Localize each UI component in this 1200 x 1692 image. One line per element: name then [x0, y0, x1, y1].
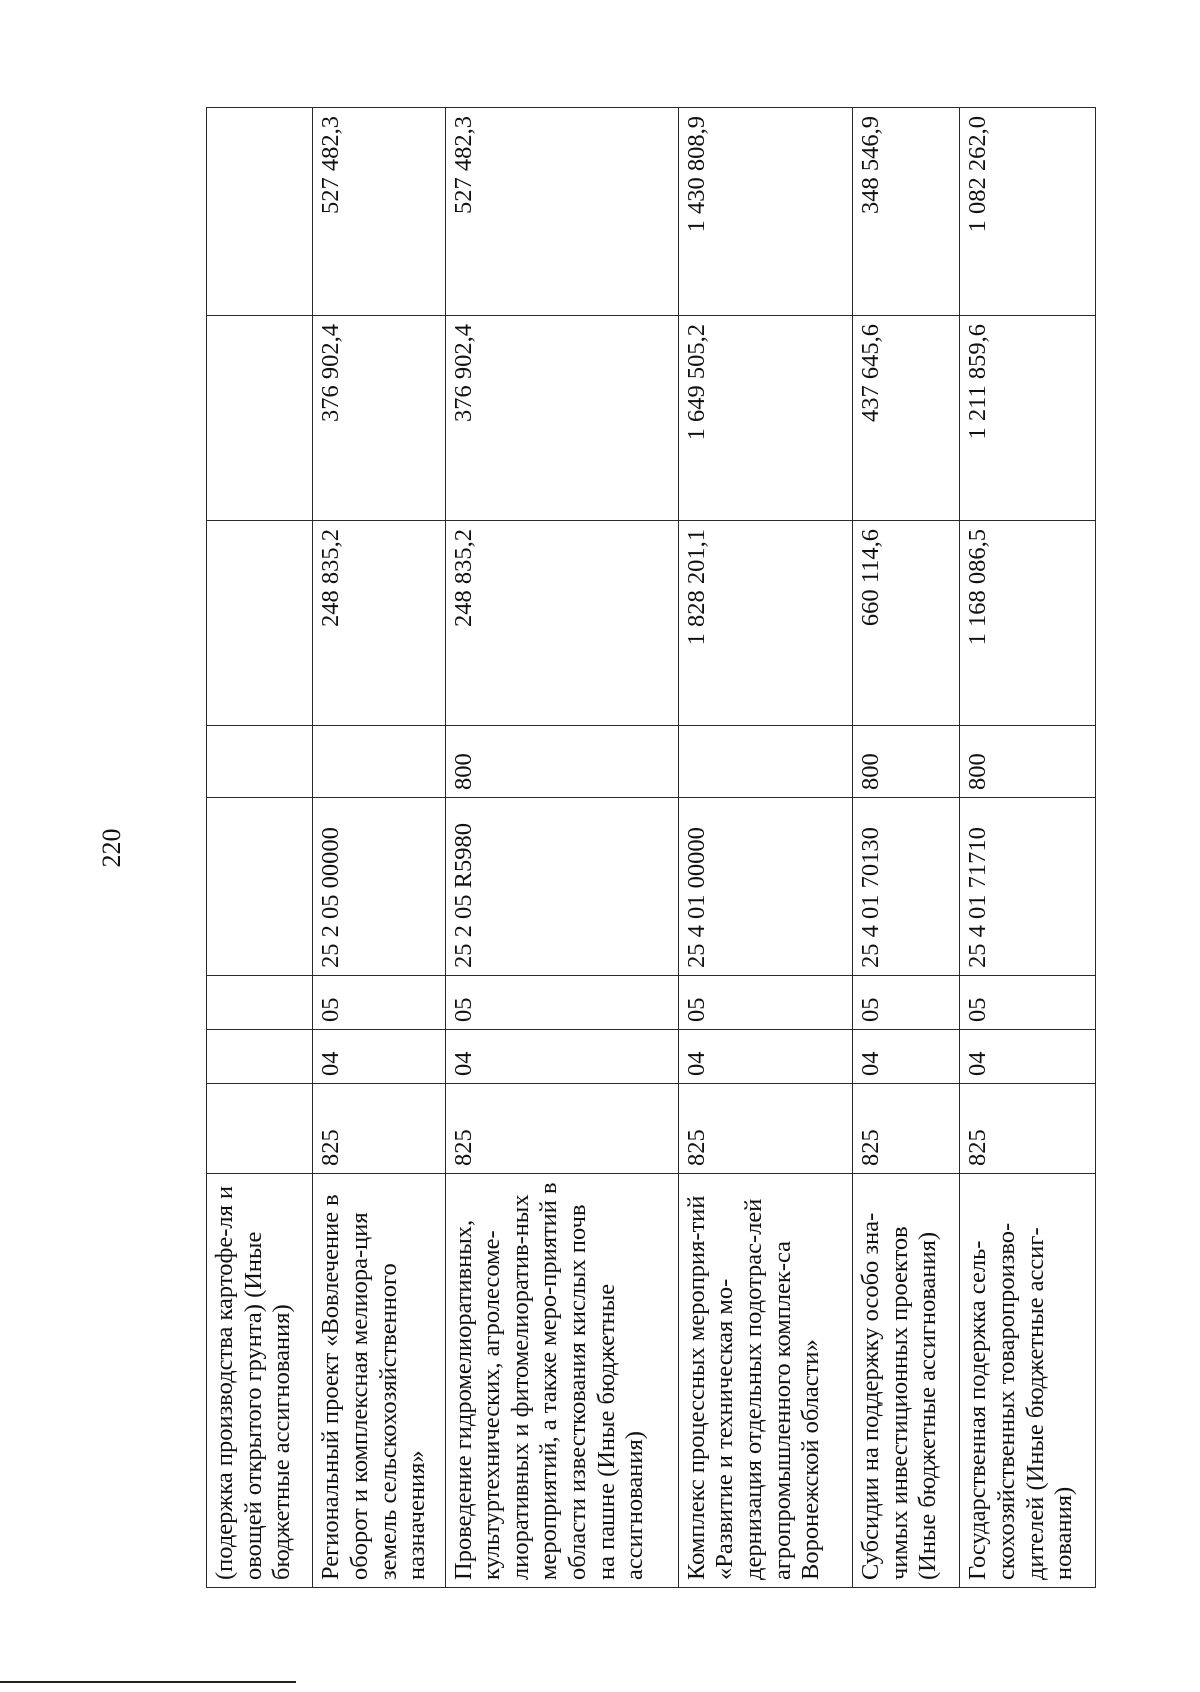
table-row [960, 108, 1096, 1588]
expense-type-code: 800 [853, 726, 960, 798]
table-row [313, 108, 445, 1588]
row-description: Региональный проект «Вовлечение в оборот и комплексная мелиора-ция земель сельскохозяйственного назначения» [313, 1174, 445, 1588]
budget-table [206, 107, 1096, 1588]
row-description: Субсидии на поддержку особо зна-чимых инвестиционных проектов (Иные бюджетные ассигнования) [853, 1174, 960, 1588]
ministry-code [207, 1084, 313, 1174]
section-code [207, 1030, 313, 1084]
amount-year-1: 1 168 086,5 [960, 521, 1096, 726]
table-row [445, 108, 678, 1588]
target-article-code: 25 2 05 R5980 [445, 798, 678, 976]
amount-year-1: 248 835,2 [445, 521, 678, 726]
budget-table-rotated [206, 108, 1096, 1588]
section-code: 04 [678, 1030, 853, 1084]
section-code: 04 [853, 1030, 960, 1084]
row-description: (подержка производства картофе-ля и овощей открытого грунта) (Иные бюджетные ассигнования) [207, 1174, 313, 1588]
target-article-code: 25 4 01 00000 [678, 798, 853, 976]
table-row [678, 108, 853, 1588]
row-description: Государственная подержка сель-скохозяйственных товаропроизво-дителей (Иные бюджетные ассиг-нования) [960, 1174, 1096, 1588]
amount-year-3: 1 430 808,9 [678, 108, 853, 316]
target-article-code: 25 2 05 00000 [313, 798, 445, 976]
amount-year-1: 660 114,6 [853, 521, 960, 726]
subsection-code: 05 [853, 976, 960, 1030]
amount-year-2 [207, 316, 313, 521]
ministry-code: 825 [678, 1084, 853, 1174]
expense-type-code: 800 [445, 726, 678, 798]
section-code: 04 [960, 1030, 1096, 1084]
subsection-code [207, 976, 313, 1030]
expense-type-code [678, 726, 853, 798]
amount-year-2: 1 211 859,6 [960, 316, 1096, 521]
table-row [207, 108, 313, 1588]
ministry-code: 825 [853, 1084, 960, 1174]
ministry-code: 825 [445, 1084, 678, 1174]
subsection-code: 05 [678, 976, 853, 1030]
amount-year-2: 376 902,4 [313, 316, 445, 521]
amount-year-2: 437 645,6 [853, 316, 960, 521]
page-number: 220 [97, 828, 126, 868]
ministry-code: 825 [960, 1084, 1096, 1174]
row-description: Комплекс процессных мероприя-тий «Развитие и техническая мо-дернизация отдельных подотрас-лей агропромышленного комплек-са Воронежской области» [678, 1174, 853, 1588]
ministry-code: 825 [313, 1084, 445, 1174]
amount-year-3: 1 082 262,0 [960, 108, 1096, 316]
subsection-code: 05 [445, 976, 678, 1030]
amount-year-3 [207, 108, 313, 316]
section-code: 04 [445, 1030, 678, 1084]
target-article-code [207, 798, 313, 976]
amount-year-1: 248 835,2 [313, 521, 445, 726]
amount-year-1: 1 828 201,1 [678, 521, 853, 726]
target-article-code: 25 4 01 71710 [960, 798, 1096, 976]
amount-year-3: 348 546,9 [853, 108, 960, 316]
footnote-divider [0, 1681, 296, 1683]
expense-type-code [207, 726, 313, 798]
subsection-code: 05 [313, 976, 445, 1030]
amount-year-3: 527 482,3 [445, 108, 678, 316]
amount-year-2: 376 902,4 [445, 316, 678, 521]
amount-year-2: 1 649 505,2 [678, 316, 853, 521]
row-description: Проведение гидромелиоративных, культуртехнических, агролесоме-лиоративных и фитомелиоратив-ных мероприятий, а также меро-приятий в области известкования кислых почв на пашне (Иные бюджетные ассигнования) [445, 1174, 678, 1588]
target-article-code: 25 4 01 70130 [853, 798, 960, 976]
expense-type-code [313, 726, 445, 798]
amount-year-3: 527 482,3 [313, 108, 445, 316]
expense-type-code: 800 [960, 726, 1096, 798]
table-row [853, 108, 960, 1588]
subsection-code: 05 [960, 976, 1096, 1030]
amount-year-1 [207, 521, 313, 726]
section-code: 04 [313, 1030, 445, 1084]
